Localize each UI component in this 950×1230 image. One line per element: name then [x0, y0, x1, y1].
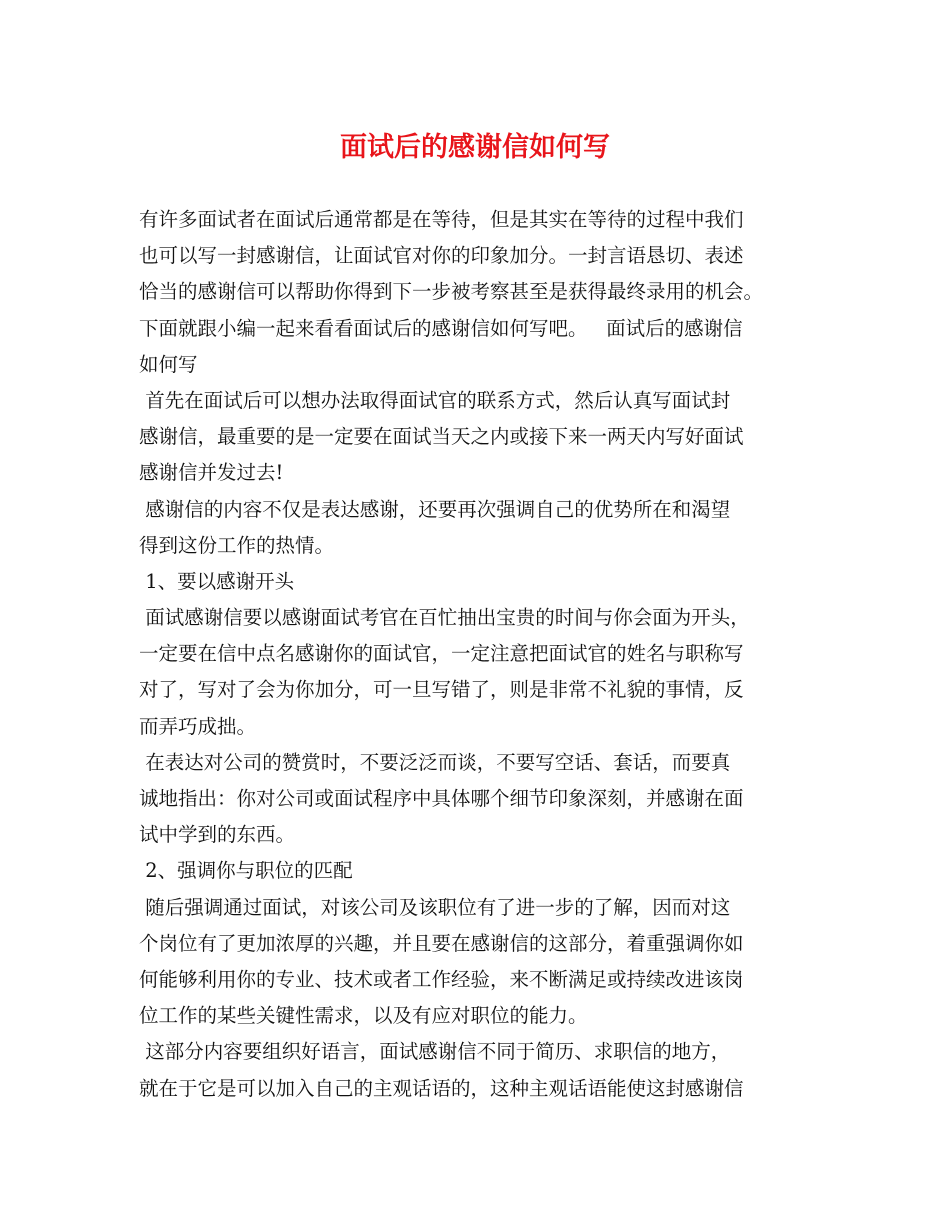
text-line: 感谢信，最重要的是一定要在面试当天之内或接下来一两天内写好面试 — [139, 425, 744, 449]
section-heading: 1、要以感谢开头 — [139, 569, 295, 593]
text-line: 得到这份工作的热情。 — [139, 533, 335, 557]
text-line: 随后强调通过面试，对该公司及该职位有了进一步的了解，因而对这 — [139, 895, 731, 919]
text-line: 感谢信并发过去! — [139, 461, 284, 485]
text-line: 在表达对公司的赞赏时，不要泛泛而谈，不要写空话、套话，而要真 — [139, 750, 731, 774]
text-line: 首先在面试后可以想办法取得面试官的联系方式，然后认真写面试封 — [139, 388, 731, 412]
text-line: 而弄巧成拙。 — [139, 714, 257, 738]
text-line: 有许多面试者在面试后通常都是在等待，但是其实在等待的过程中我们 — [139, 208, 744, 231]
text-line: 感谢信的内容不仅是表达感谢，还要再次强调自己的优势所在和渴望 — [139, 497, 731, 521]
text-line: 位工作的某些关键性需求，以及有应对职位的能力。 — [139, 1004, 588, 1028]
text-line: 下面就跟小编一起来看看面试后的感谢信如何写吧。 面试后的感谢信 — [139, 316, 743, 340]
text-line: 一定要在信中点名感谢你的面试官，一定注意把面试官的姓名与职称写 — [139, 642, 744, 666]
text-line: 这部分内容要组织好语言，面试感谢信不同于简历、求职信的地方， — [139, 1040, 731, 1064]
document-body — [139, 202, 829, 1107]
text-line: 诚地指出：你对公司或面试程序中具体哪个细节印象深刻，并感谢在面 — [139, 787, 744, 810]
text-line: 对了，写对了会为你加分，可一旦写错了，则是非常不礼貌的事情，反 — [139, 678, 744, 702]
text-line: 恰当的感谢信可以帮助你得到下一步被考察甚至是获得最终录用的机会。 — [139, 280, 764, 304]
text-line: 面试感谢信要以感谢面试考官在百忙抽出宝贵的时间与你会面为开头， — [139, 606, 750, 630]
text-line: 如何写 — [139, 352, 198, 376]
text-line: 试中学到的东西。 — [139, 823, 296, 847]
text-line: 就在于它是可以加入自己的主观话语的，这种主观话语能使这封感谢信 — [139, 1076, 744, 1100]
text-line: 也可以写一封感谢信，让面试官对你的印象加分。一封言语恳切、表述 — [139, 244, 744, 268]
section-heading: 2、强调你与职位的匹配 — [139, 859, 353, 883]
document-title: 面试后的感谢信如何写 — [340, 132, 610, 163]
text-line: 个岗位有了更加浓厚的兴趣，并且要在感谢信的这部分，着重强调你如 — [139, 931, 744, 955]
text-line: 何能够利用你的专业、技术或者工作经验，来不断满足或持续改进该岗 — [139, 967, 744, 991]
